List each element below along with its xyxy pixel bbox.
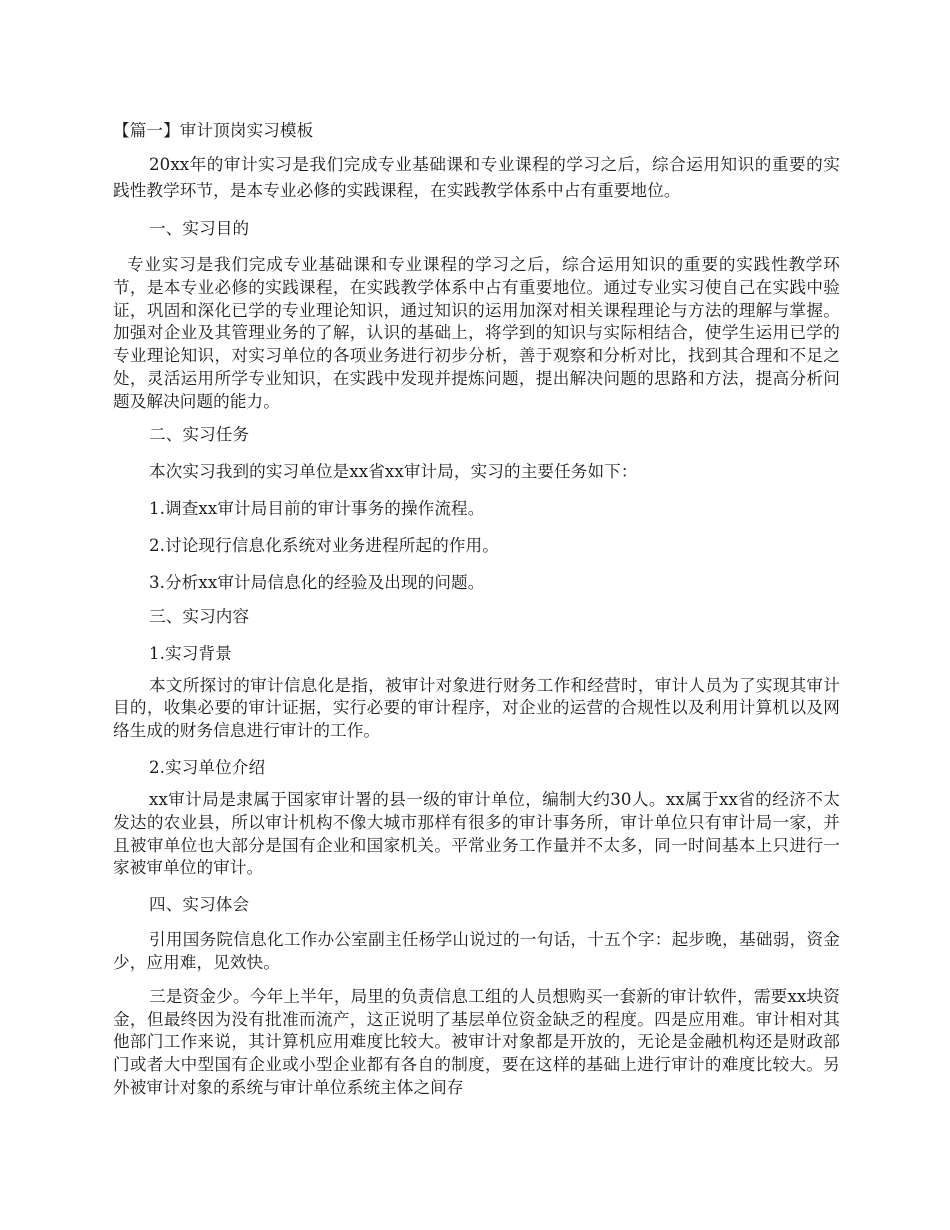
document-title: 【篇一】审计顶岗实习模板 bbox=[113, 121, 314, 140]
section-heading-purpose: 一、实习目的 bbox=[149, 219, 250, 238]
experience-paragraph-1: 引用国务院信息化工作办公室副主任杨学山说过的一句话，十五个字：起步晚，基础弱，资金少，应用难，见效快。 bbox=[113, 930, 840, 972]
purpose-paragraph: 专业实习是我们完成专业基础课和专业课程的学习之后，综合运用知识的重要的实践性教学环节，是本专业必修的实践课程，在实践教学体系中占有重要地位。通过专业实习使自己在实践中验证，巩固和深化已学的专业理论知识，通过知识的运用加深对相关课程理论与方法的理解与掌握。加强对企业及其管理业务的了解，认识的基础上，将学到的知识与实际相结合，使学生运用已学的专业理论知识，对实习单位的各项业务进行初步分析，善于观察和分析对比，找到其合理和不足之处，灵活运用所学专业知识，在实践中发现并提炼问题，提出解决问题的思路和方法，提高分析问题及解决问题的能力。 bbox=[113, 255, 840, 411]
task-item-2: 2.讨论现行信息化系统对业务进程所起的作用。 bbox=[149, 535, 499, 555]
section-heading-tasks: 二、实习任务 bbox=[149, 424, 250, 444]
subheading-background: 1.实习背景 bbox=[149, 643, 232, 663]
task-item-3: 3.分析xx审计局信息化的经验及出现的问题。 bbox=[149, 572, 485, 592]
task-item-1: 1.调查xx审计局目前的审计事务的操作流程。 bbox=[149, 498, 485, 518]
document-page bbox=[113, 118, 840, 1100]
unit-intro-paragraph: xx审计局是隶属于国家审计署的县一级的审计单位，编制大约30人。xx属于xx省的经济不太发达的农业县，所以审计机构不像大城市那样有很多的审计事务所，审计单位只有审计局一家，并且被审单位也大部分是国有企业和国家机关。平常业务工作量并不太多，同一时间基本上只进行一家被审单位的审计。 bbox=[113, 789, 840, 878]
intro-paragraph: 20xx年的审计实习是我们完成专业基础课和专业课程的学习之后，综合运用知识的重要的实践性教学环节，是本专业必修的实践课程，在实践教学体系中占有重要地位。 bbox=[113, 155, 840, 200]
tasks-intro: 本次实习我到的实习单位是xx省xx审计局，实习的主要任务如下： bbox=[149, 461, 638, 481]
section-heading-experience: 四、实习体会 bbox=[149, 895, 250, 915]
experience-paragraph-2: 三是资金少。今年上半年，局里的负责信息工组的人员想购买一套新的审计软件，需要xx块资金，但最终因为没有批准而流产，这正说明了基层单位资金缺乏的程度。四是应用难。审计相对其他部门工作来说，其计算机应用难度比较大。被审计对象都是开放的，无论是金融机构还是财政部门或者大中型国有企业或小型企业都有各自的制度，要在这样的基础上进行审计的难度比较大。另外被审计对象的系统与审计单位系统主体之间存 bbox=[113, 986, 840, 1097]
background-paragraph: 本文所探讨的审计信息化是指，被审计对象进行财务工作和经营时，审计人员为了实现其审计目的，收集必要的审计证据，实行必要的审计程序，对企业的运营的合规性以及利用计算机以及网络生成的财务信息进行审计的工作。 bbox=[113, 675, 840, 741]
subheading-unit-intro: 2.实习单位介绍 bbox=[149, 757, 266, 777]
section-heading-content: 三、实习内容 bbox=[149, 606, 250, 626]
